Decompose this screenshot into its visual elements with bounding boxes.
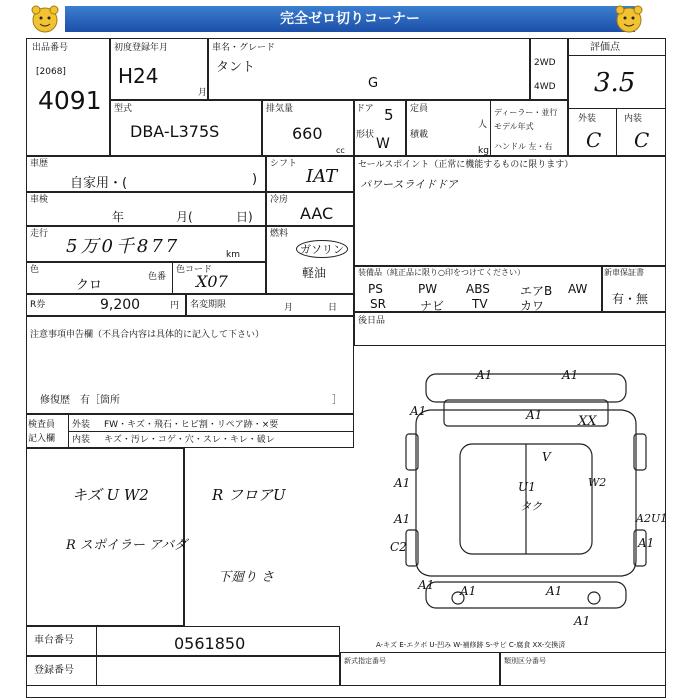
load-label: 積載 xyxy=(410,130,429,140)
mark-w2: W2 xyxy=(588,476,607,489)
int-value: C xyxy=(634,128,650,152)
int-label: 内装 xyxy=(624,114,643,124)
mileage-label: 走行 xyxy=(30,229,49,239)
drive-2wd: 2WD xyxy=(534,58,556,68)
mark-v: V xyxy=(542,450,551,464)
handle: ハンドル 左・右 xyxy=(494,142,553,151)
reg-label: 初度登録年月 xyxy=(114,43,169,53)
equip-sr: SR xyxy=(370,297,386,311)
mileage-unit: km xyxy=(226,250,240,260)
inspect-box xyxy=(26,192,266,226)
sales-label: セールスポイント（正常に機能するものに限ります） xyxy=(358,160,574,170)
recycle-value: 9,200 xyxy=(100,297,141,313)
spec-label-2: 類別区分番号 xyxy=(504,657,546,665)
mark-taku: タク xyxy=(520,500,542,513)
disp-label: 排気量 xyxy=(266,104,294,114)
remark-line3: 下廻り さ xyxy=(218,570,275,585)
mark-a1-right-low: A1 xyxy=(638,536,655,550)
mascot-right-icon xyxy=(612,4,646,34)
mark-a1-rear-corner: A1 xyxy=(574,614,591,628)
model-year: モデル年式 xyxy=(494,122,534,131)
mascot-left-icon xyxy=(28,4,62,34)
mark-a1-top-left: A1 xyxy=(476,368,493,382)
car-name: タント xyxy=(216,60,256,75)
mark-xx: XX xyxy=(578,414,597,429)
equip-label: 装備品（純正品に限り○印をつけてください） xyxy=(358,268,525,277)
mark-c2: C2 xyxy=(390,540,407,554)
mileage-value: 5万0千877 xyxy=(66,236,181,257)
equip-aw: AW xyxy=(568,282,588,296)
mark-u1: U1 xyxy=(518,480,536,494)
after-label: 後日品 xyxy=(358,316,386,326)
history-box xyxy=(26,156,266,192)
inspect-day: 日) xyxy=(236,210,253,224)
equip-tv: TV xyxy=(472,297,488,311)
door-value: 5 xyxy=(384,106,394,124)
load-unit: kg xyxy=(478,146,489,156)
mark-a1-rear-mid: A1 xyxy=(460,584,477,598)
damage-legend: A-キズ E-エクボ U-凹み W-補修跡 S-サビ C-腐食 XX-交換済 xyxy=(376,641,566,649)
newcar-value: 有・無 xyxy=(612,292,649,306)
equip-ps: PS xyxy=(368,282,383,296)
ext-value: C xyxy=(586,128,602,152)
fuel-diesel: 軽油 xyxy=(302,266,327,280)
inspector-ext-items: FW・キズ・飛石・ヒビ割・リペア跡・×要 xyxy=(104,420,279,430)
owner-day: 日 xyxy=(328,303,338,313)
lot-number: 4091 xyxy=(38,86,102,115)
shape-value: W xyxy=(376,136,390,152)
car-grade: G xyxy=(368,76,379,91)
shift-value: IAT xyxy=(306,166,338,187)
mark-a1-left-front: A1 xyxy=(410,404,427,418)
capacity-label: 定員 xyxy=(410,104,429,114)
capacity-unit: 人 xyxy=(478,120,488,130)
history-close: ) xyxy=(252,172,258,187)
fuel-label: 燃料 xyxy=(270,229,289,239)
inspector-label2: 記入欄 xyxy=(28,434,56,444)
color-no-label: 色番 xyxy=(148,272,167,282)
model-value: DBA-L375S xyxy=(130,122,220,141)
aircon-label: 冷房 xyxy=(270,195,289,205)
drive-4wd: 4WD xyxy=(534,82,556,92)
disp-unit: cc xyxy=(336,146,345,155)
mark-a2u1: A2U1 xyxy=(636,512,668,525)
history-value: 自家用・( xyxy=(70,176,128,191)
equip-airbag: エアB xyxy=(520,284,553,298)
mark-a1-left-mid: A1 xyxy=(394,476,411,490)
owner-month: 月 xyxy=(284,303,294,313)
equip-pw: PW xyxy=(418,282,438,296)
aircon-value: AAC xyxy=(300,204,334,223)
door-label: ドア xyxy=(356,104,374,114)
sales-box xyxy=(354,156,666,266)
fuel-gas: ガソリン xyxy=(296,240,348,258)
chassis-value: 0561850 xyxy=(174,634,246,653)
lot-sub: [2068] xyxy=(36,67,66,77)
color-box xyxy=(26,262,266,294)
inspect-month: 月( xyxy=(176,210,193,224)
inspector-int: 内装 xyxy=(72,435,91,445)
reg-month: 月 xyxy=(198,88,208,98)
color-label: 色 xyxy=(30,265,40,275)
inspector-ext: 外装 xyxy=(72,420,91,430)
remark-line1: キズ U W2 xyxy=(72,486,149,504)
color-code: X07 xyxy=(196,272,228,291)
history-label: 車歴 xyxy=(30,159,49,169)
mark-a1-hood: A1 xyxy=(526,408,543,422)
banner-title: 完全ゼロ切りコーナー xyxy=(65,6,635,32)
remark-line1b: R フロアU xyxy=(212,486,286,504)
mark-a1-top-right: A1 xyxy=(562,368,579,382)
regno-label: 登録番号 xyxy=(34,665,74,676)
mark-a1-rear-left: A1 xyxy=(418,578,435,592)
owner-label: 名変期限 xyxy=(190,300,227,310)
score-value: 3.5 xyxy=(594,68,636,98)
after-box xyxy=(354,312,666,346)
spec-label-1: 新式指定番号 xyxy=(344,657,386,665)
mark-a1-rear-right: A1 xyxy=(546,584,563,598)
notes-close: ］ xyxy=(332,395,342,406)
inspect-year: 年 xyxy=(112,210,125,224)
score-label: 評価点 xyxy=(590,42,620,53)
lot-label: 出品番号 xyxy=(32,43,69,53)
color-value: クロ xyxy=(76,278,103,293)
equip-abs: ABS xyxy=(466,282,490,296)
ext-label: 外装 xyxy=(578,114,597,124)
model-label: 型式 xyxy=(114,104,133,114)
equip-navi: ナビ xyxy=(420,299,445,313)
mark-a1-left-low: A1 xyxy=(394,512,411,526)
remark-line2: R スポイラー アバダ xyxy=(66,538,188,553)
notes-repair: 修復歴 有［箇所 xyxy=(40,395,120,406)
inspect-label: 車検 xyxy=(30,195,49,205)
disp-value: 660 xyxy=(292,124,323,143)
notes-label: 注意事項申告欄（不具合内容は具体的に記入して下さい） xyxy=(30,330,265,340)
recycle-unit: 円 xyxy=(170,301,180,311)
recycle-label: R券 xyxy=(30,300,46,310)
inspector-int-items: キズ・汚レ・コゲ・穴・スレ・キレ・破レ xyxy=(104,435,275,445)
color-code-label: 色コード xyxy=(176,265,213,275)
car-label: 車名・グレード xyxy=(212,43,276,53)
inspector-label1: 検査員 xyxy=(28,420,56,430)
reg-value: H24 xyxy=(118,64,159,88)
shift-label: シフト xyxy=(270,159,298,169)
equip-leather: カワ xyxy=(520,299,545,313)
dealer: ディーラー・並行 xyxy=(494,108,558,117)
shape-label: 形状 xyxy=(356,130,375,140)
newcar-label: 新車保証書 xyxy=(604,268,644,277)
sales-value: パワースライドドア xyxy=(360,178,458,191)
chassis-label: 車台番号 xyxy=(34,635,74,646)
